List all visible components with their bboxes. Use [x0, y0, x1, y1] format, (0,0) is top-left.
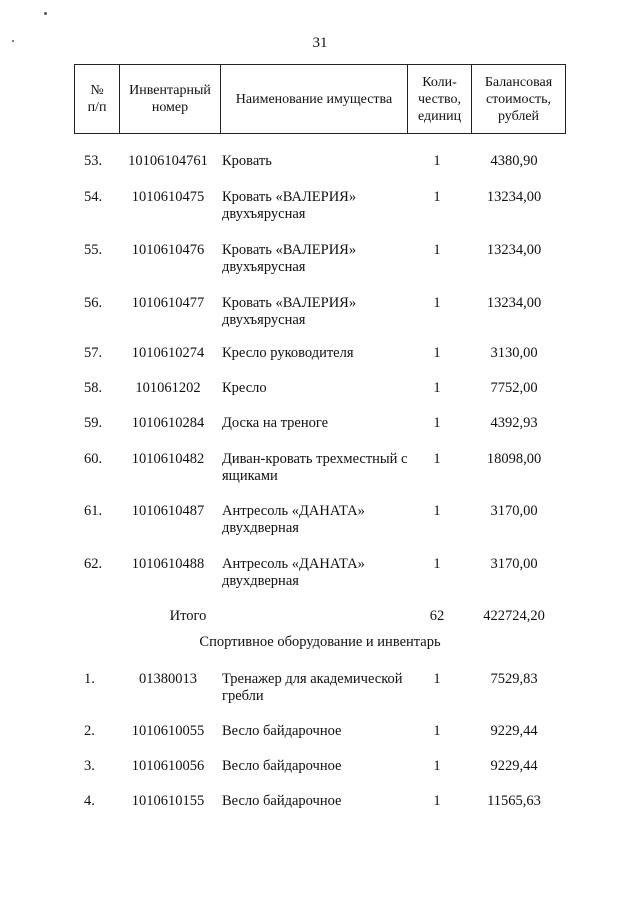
- inventory-number: 1010610487: [131, 503, 205, 519]
- item-cost: 9229,44: [490, 723, 538, 739]
- item-cost: 3170,00: [490, 503, 538, 519]
- row-number: 4.: [84, 793, 95, 809]
- table-row: [0, 723, 640, 763]
- total-label: Итого: [169, 608, 207, 624]
- table-row: [0, 451, 640, 491]
- item-cost: 7529,83: [490, 671, 538, 687]
- item-quantity: 1: [433, 556, 441, 572]
- inventory-number: 1010610477: [131, 295, 205, 311]
- table-header: [74, 64, 566, 134]
- item-cost: 3130,00: [490, 345, 538, 361]
- item-name: Весло байдарочное: [222, 758, 342, 774]
- inventory-number: 101061202: [135, 380, 201, 396]
- row-number: 58.: [84, 380, 103, 396]
- table-row: [0, 758, 640, 798]
- table-row: [0, 415, 640, 455]
- row-number: 54.: [84, 189, 103, 205]
- item-cost: 13234,00: [486, 295, 542, 311]
- item-name: Кровать: [222, 153, 272, 169]
- row-number: 59.: [84, 415, 103, 431]
- table-row: [0, 345, 640, 385]
- table-row: [0, 295, 640, 335]
- item-quantity: 1: [433, 415, 441, 431]
- inventory-number: 1010610482: [131, 451, 205, 467]
- item-cost: 18098,00: [486, 451, 542, 467]
- table-row: [0, 503, 640, 543]
- item-cost: 7752,00: [490, 380, 538, 396]
- item-cost: 13234,00: [486, 242, 542, 258]
- item-quantity: 1: [433, 723, 441, 739]
- item-name: Антресоль «ДАНАТА» двухдверная: [222, 503, 365, 536]
- inventory-number: 1010610056: [131, 758, 205, 774]
- inventory-number: 1010610155: [131, 793, 205, 809]
- item-name: Тренажер для академической гребли: [222, 671, 403, 704]
- table-row: [0, 189, 640, 229]
- header-num: № п/п: [87, 83, 107, 115]
- item-name: Диван-кровать трехместный с ящиками: [222, 451, 408, 484]
- table-row: [0, 380, 640, 420]
- inventory-number: 1010610476: [131, 242, 205, 258]
- total-cost: 422724,20: [483, 608, 545, 624]
- row-number: 1.: [84, 671, 95, 687]
- header-quantity: Коли- чество, единиц: [407, 65, 471, 133]
- row-number: 55.: [84, 242, 103, 258]
- table-row: [0, 153, 640, 193]
- item-cost: 13234,00: [486, 189, 542, 205]
- item-cost: 4380,90: [490, 153, 538, 169]
- row-number: 56.: [84, 295, 103, 311]
- inventory-number: 1010610475: [131, 189, 205, 205]
- item-quantity: 1: [433, 671, 441, 687]
- header-inventory: Инвентарный номер: [119, 65, 220, 133]
- inventory-number: 10106104761: [128, 153, 208, 169]
- inventory-number: 1010610488: [131, 556, 205, 572]
- header-cost: Балансовая стоимость, рублей: [471, 65, 565, 133]
- item-name: Кровать «ВАЛЕРИЯ» двухъярусная: [222, 295, 357, 328]
- item-name: Кресло руководителя: [222, 345, 354, 361]
- total-quantity: 62: [429, 608, 445, 624]
- row-number: 60.: [84, 451, 103, 467]
- item-quantity: 1: [433, 380, 441, 396]
- item-name: Доска на треноге: [222, 415, 329, 431]
- inventory-number: 01380013: [139, 671, 197, 687]
- row-number: 57.: [84, 345, 103, 361]
- row-number: 3.: [84, 758, 95, 774]
- item-name: Весло байдарочное: [222, 723, 342, 739]
- item-quantity: 1: [433, 295, 441, 311]
- section-title: Спортивное оборудование и инвентарь: [199, 634, 441, 650]
- item-quantity: 1: [433, 153, 441, 169]
- table-row: [0, 242, 640, 282]
- row-number: 61.: [84, 503, 103, 519]
- inventory-number: 1010610274: [131, 345, 205, 361]
- inventory-number: 1010610055: [131, 723, 205, 739]
- item-quantity: 1: [433, 503, 441, 519]
- item-cost: 11565,63: [487, 793, 541, 809]
- row-number: 53.: [84, 153, 103, 169]
- inventory-number: 1010610284: [131, 415, 205, 431]
- item-quantity: 1: [433, 189, 441, 205]
- item-name: Кресло: [222, 380, 267, 396]
- item-quantity: 1: [433, 242, 441, 258]
- page-number: 31: [312, 35, 328, 51]
- item-cost: 9229,44: [490, 758, 538, 774]
- table-row: [0, 556, 640, 596]
- item-name: Весло байдарочное: [222, 793, 342, 809]
- item-quantity: 1: [433, 451, 441, 467]
- item-cost: 4392,93: [490, 415, 538, 431]
- table-row: [0, 793, 640, 833]
- item-quantity: 1: [433, 793, 441, 809]
- item-quantity: 1: [433, 758, 441, 774]
- row-number: 2.: [84, 723, 95, 739]
- scan-speck: [44, 12, 47, 15]
- table-row: [0, 671, 640, 711]
- item-cost: 3170,00: [490, 556, 538, 572]
- item-name: Кровать «ВАЛЕРИЯ» двухъярусная: [222, 189, 357, 222]
- item-name: Кровать «ВАЛЕРИЯ» двухъярусная: [222, 242, 357, 275]
- item-name: Антресоль «ДАНАТА» двухдверная: [222, 556, 365, 589]
- row-number: 62.: [84, 556, 103, 572]
- header-name: Наименование имущества: [220, 65, 407, 133]
- item-quantity: 1: [433, 345, 441, 361]
